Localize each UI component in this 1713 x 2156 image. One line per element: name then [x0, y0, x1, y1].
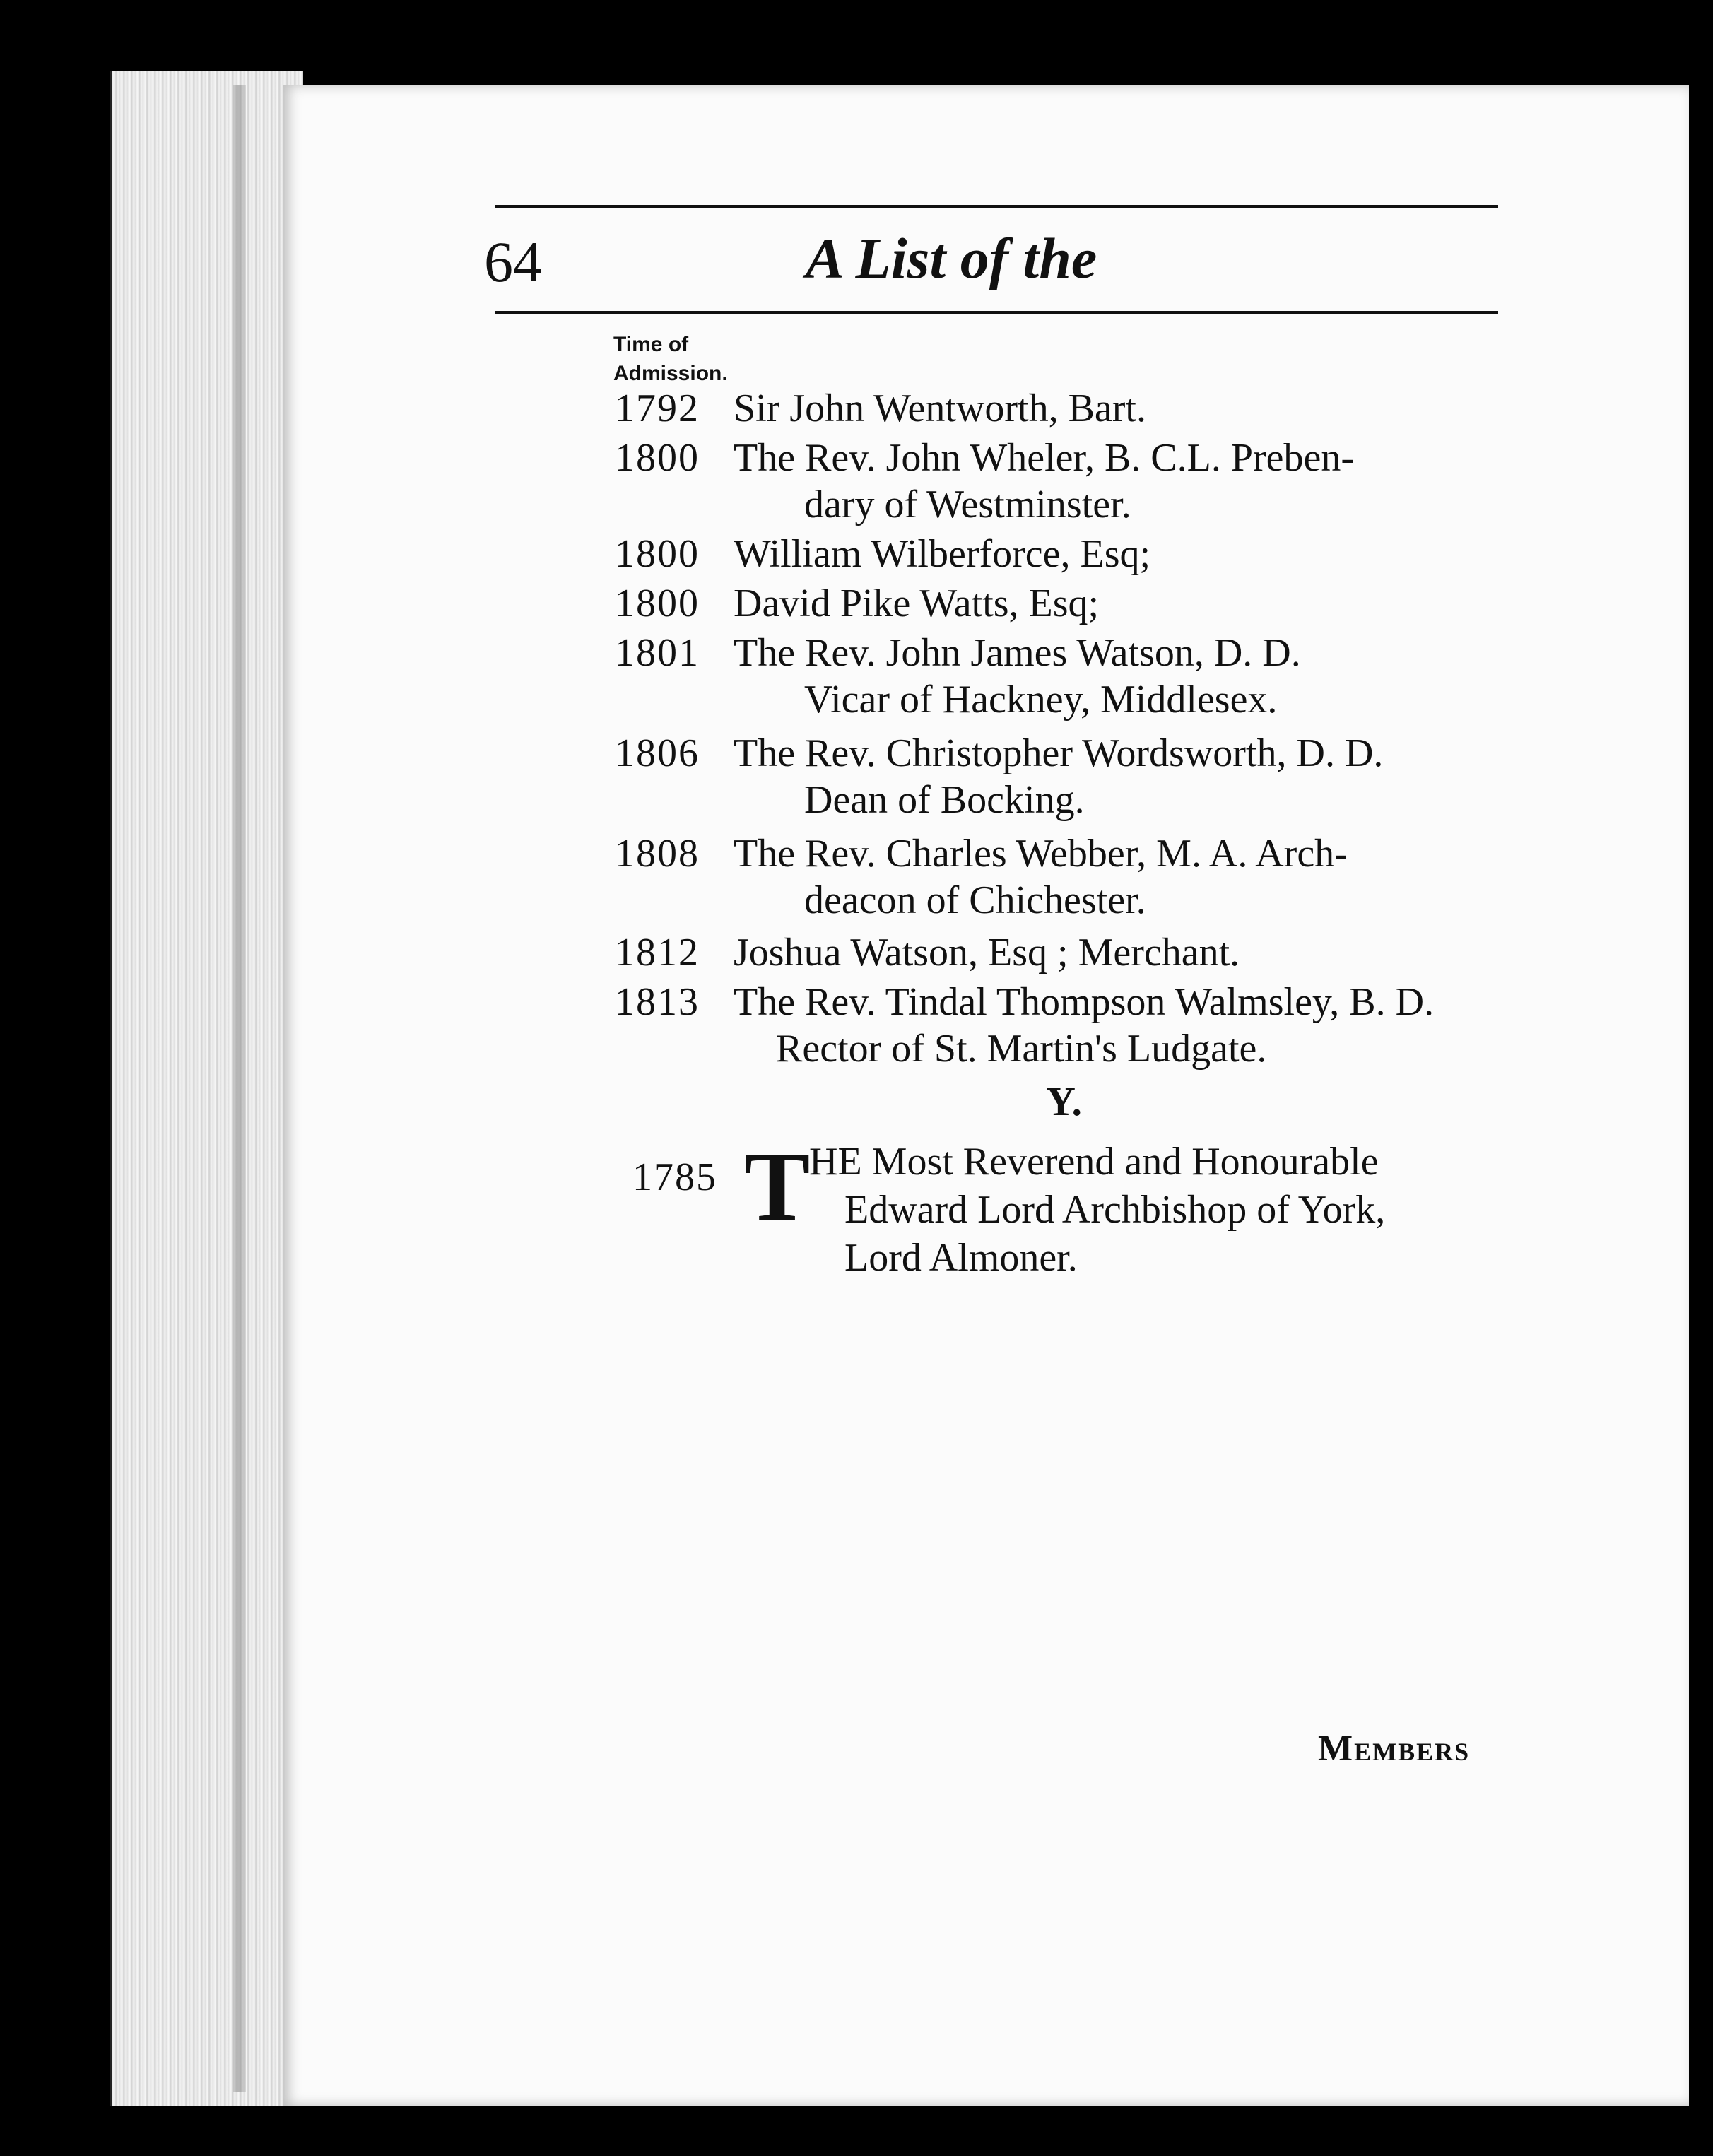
entry-line-continued: Rector of St. Martin's Ludgate.	[776, 1027, 1267, 1071]
list-item	[615, 435, 1505, 528]
entry-line: Sir John Wentworth, Bart.	[734, 387, 1146, 430]
list-item	[615, 630, 1505, 723]
entry-line: The Rev. John James Watson, D. D.	[734, 631, 1301, 675]
book-spine-shadow	[233, 85, 246, 2092]
admission-year: 1800	[615, 582, 700, 625]
entry-line-continued: Lord Almoner.	[844, 1236, 1078, 1280]
entry-line: The Rev. Charles Webber, M. A. Arch-	[734, 832, 1348, 876]
list-item	[615, 929, 1505, 976]
page-number: 64	[484, 230, 542, 294]
admission-year: 1813	[615, 980, 700, 1024]
member-list	[615, 385, 1505, 1072]
entry-line: Joshua Watson, Esq ; Merchant.	[734, 931, 1240, 974]
admission-year: 1808	[615, 832, 700, 876]
drop-cap: T	[744, 1132, 811, 1242]
column-header-line1: Time of	[613, 333, 689, 356]
admission-year: 1785	[632, 1155, 717, 1199]
section-entry	[632, 1132, 1523, 1282]
admission-year: 1806	[615, 731, 700, 775]
list-item	[615, 385, 1505, 432]
entry-line: The Rev. Christopher Wordsworth, D. D.	[734, 731, 1384, 775]
entry-line: William Wilberforce, Esq;	[734, 532, 1151, 576]
entry-line-continued: deacon of Chichester.	[804, 878, 1146, 922]
column-header-line2: Admission.	[613, 361, 728, 385]
list-item	[615, 580, 1505, 627]
admission-year: 1792	[615, 387, 700, 430]
header-rule-top	[495, 205, 1498, 208]
list-item	[615, 979, 1505, 1072]
entry-line: David Pike Watts, Esq;	[734, 582, 1100, 625]
entry-line-continued: Dean of Bocking.	[804, 778, 1085, 822]
entry-line-continued: Edward Lord Archbishop of York,	[844, 1188, 1386, 1232]
section-heading: Y.	[1046, 1078, 1083, 1124]
catchword: Members	[1318, 1728, 1471, 1769]
running-title: A List of the	[806, 226, 1097, 290]
entry-line-continued: dary of Westminster.	[804, 483, 1131, 526]
column-header	[613, 331, 728, 388]
list-item	[615, 531, 1505, 577]
entry-line: The Rev. John Wheler, B. C.L. Preben-	[734, 436, 1355, 480]
admission-year: 1800	[615, 436, 700, 480]
list-item	[615, 730, 1505, 823]
entry-line: The Rev. Tindal Thompson Walmsley, B. D.	[734, 980, 1435, 1024]
admission-year: 1801	[615, 631, 700, 675]
entry-line-continued: Vicar of Hackney, Middlesex.	[804, 678, 1278, 721]
list-item	[615, 830, 1505, 924]
book-page-edges	[110, 71, 303, 2106]
admission-year: 1800	[615, 532, 700, 576]
header-rule-bottom	[495, 311, 1498, 314]
entry-line: HE Most Reverend and Honourable	[809, 1140, 1379, 1184]
admission-year: 1812	[615, 931, 700, 974]
